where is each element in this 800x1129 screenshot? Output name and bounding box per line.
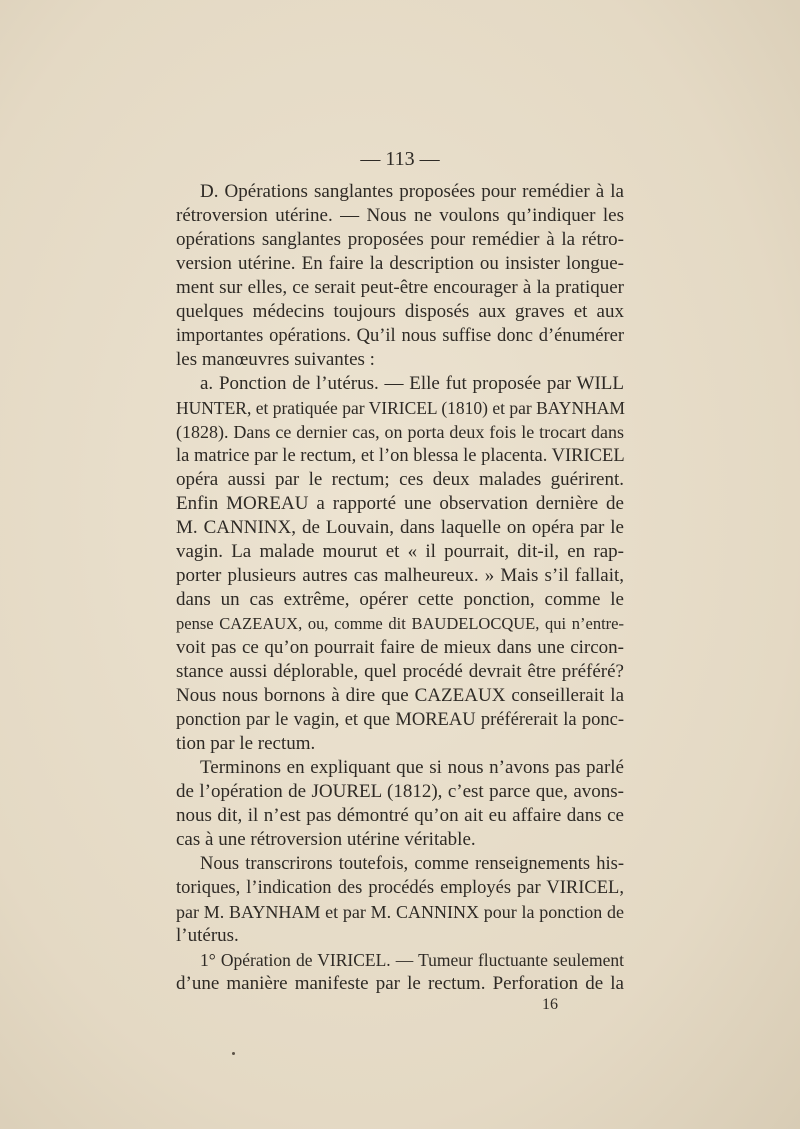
text-line: porter plusieurs autres cas malheureux. » Mais s’il fallait, <box>176 565 624 586</box>
text-line: nous dit, il n’est pas démontré qu’on ait eu affaire dans ce <box>176 805 624 826</box>
text-line: toriques, l’indication des procédés employés par VIRICEL, <box>176 878 624 898</box>
text-line: l’utérus. <box>176 925 239 946</box>
text-line: cas à une rétroversion utérine véritable. <box>176 829 476 850</box>
text-line: la matrice par le rectum, et l’on blessa le placenta. VIRICEL <box>176 446 625 466</box>
text-line: M. CANNINX, de Louvain, dans laquelle on opéra par le <box>176 517 624 538</box>
text-line: les manœuvres suivantes : <box>176 349 375 370</box>
text-line: D. Opérations sanglantes proposées pour remédier à la <box>200 181 624 202</box>
text-line: voit pas ce qu’on pourrait faire de mieux dans une circon- <box>176 637 624 658</box>
text-line: a. Ponction de l’utérus. — Elle fut proposée par WILL <box>200 373 624 394</box>
text-line: opérations sanglantes proposées pour remédier à la rétro- <box>176 229 624 250</box>
text-line: d’une manière manifeste par le rectum. Perforation de la <box>176 973 624 994</box>
text-line: ment sur elles, ce serait peut-être encourager à la pratiquer <box>176 277 624 298</box>
text-line: version utérine. En faire la description ou insister longue- <box>176 253 624 274</box>
text-line: quelques médecins toujours disposés aux graves et aux <box>176 301 624 322</box>
signature-mark: 16 <box>542 996 558 1013</box>
text-line: de l’opération de JOUREL (1812), c’est parce que, avons- <box>176 781 624 802</box>
text-line: Enfin MOREAU a rapporté une observation dernière de <box>176 493 624 514</box>
text-line: importantes opérations. Qu’il nous suffise donc d’énumérer <box>176 326 624 346</box>
page-number: — 113 — <box>360 148 440 170</box>
text-line: (1828). Dans ce dernier cas, on porta deux fois le trocart dans <box>176 422 624 442</box>
text-line: rétroversion utérine. — Nous ne voulons qu’indiquer les <box>176 205 624 226</box>
text-line: vagin. La malade mourut et « il pourrait, dit-il, en rap- <box>176 541 624 562</box>
text-line: dans un cas extrême, opérer cette ponction, comme le <box>176 589 624 610</box>
text-line: HUNTER, et pratiquée par VIRICEL (1810) et par BAYNHAM <box>176 398 625 418</box>
text-line: ponction par le vagin, et que MOREAU préférerait la ponc- <box>176 710 624 730</box>
paper-speck <box>232 1052 235 1055</box>
text-line: Nous transcrirons toutefois, comme renseignements his- <box>200 854 624 874</box>
text-line: opéra aussi par le rectum; ces deux malades guérirent. <box>176 469 624 490</box>
text-line: Nous nous bornons à dire que CAZEAUX conseillerait la <box>176 685 624 706</box>
text-line: par M. BAYNHAM et par M. CANNINX pour la ponction de <box>176 902 624 922</box>
text-line: Terminons en expliquant que si nous n’avons pas parlé <box>200 757 624 778</box>
text-line: stance aussi déplorable, quel procédé devrait être préféré? <box>176 661 624 682</box>
text-line: 1° Opération de VIRICEL. — Tumeur fluctuante seulement <box>200 950 624 970</box>
text-line: tion par le rectum. <box>176 733 316 754</box>
text-line: pense CAZEAUX, ou, comme dit BAUDELOCQUE, qui n’entre- <box>176 614 624 633</box>
